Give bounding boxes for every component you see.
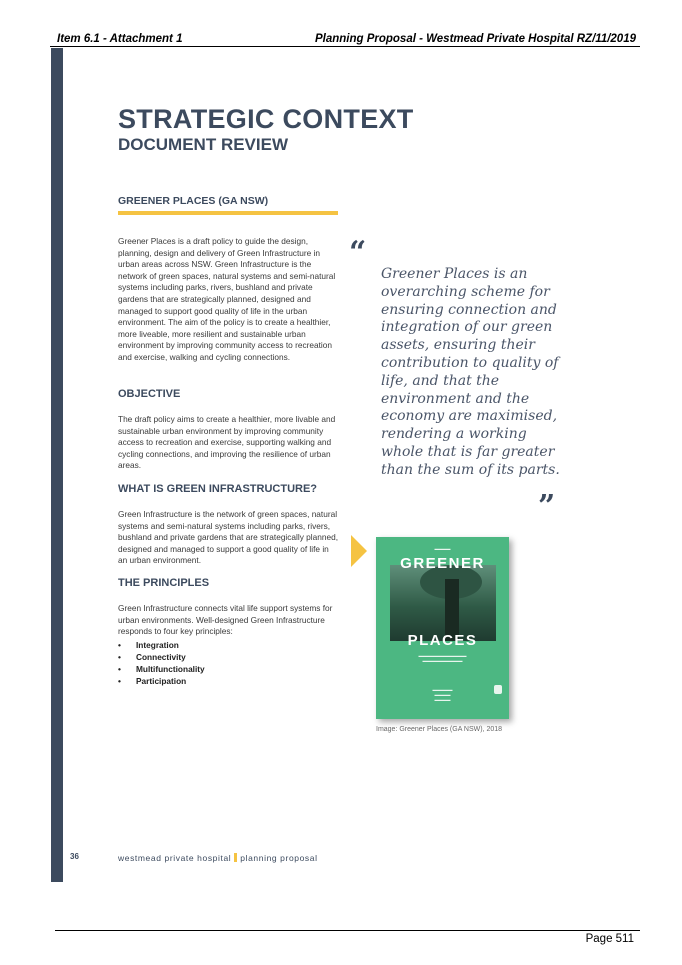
list-item: • Connectivity [118,651,205,663]
header-rule [50,46,640,47]
cover-title-word-1: GREENER [400,555,485,572]
green-infrastructure-paragraph: Green Infrastructure is the network of green spaces, natural systems and semi-natural systems including parks, rivers, bushland and private gardens that are strategically planned, designed and managed to support a good quality of life in an urban environment. [118,509,339,566]
side-accent-bar [51,48,63,882]
header-attachment-label: Item 6.1 - Attachment 1 [57,33,183,45]
cover-tagline-print: ▬▬▬▬▬▬▬▬▬▬▬▬ ▬▬▬▬▬▬▬▬▬▬ [418,653,467,663]
footer-separator [234,853,237,862]
intro-paragraph: Greener Places is a draft policy to guide the design, planning, design and delivery of Green Infrastructure in urban areas across NSW. Green Infrastructure is the network of green spaces, natural systems and semi-natural systems including parks, rivers, bushland and private gardens that are strategically planned, designed and managed to support good quality of life in the urban environment. The aim of the policy is to create a healthier, more liveable, more resilient and sustainable urban environment by improving community access to recreation and exercise, walking and cycling connections. [118,236,336,362]
cover-small-print: ▬▬▬▬ [434,546,451,551]
footer-branding [118,853,318,863]
principles-heading: THE PRINCIPLES [118,577,210,589]
page-subtitle: DOCUMENT REVIEW [118,135,288,154]
pull-quote: Greener Places is an overarching scheme for ensuring connection and integration of our green assets, ensuring their contribution to quality of life, and that the environment and the economy are maximised, rendering a working whole that is far greater than the sum of its parts. [381,266,560,478]
nsw-logo-icon [494,685,502,694]
principles-paragraph: Green Infrastructure connects vital life support systems for urban environments. Well-designed Green Infrastructure responds to four key principles: [118,603,333,637]
document-page-number: 36 [70,852,79,861]
header-document-title: Planning Proposal - Westmead Private Hospital RZ/11/2019 [314,33,636,45]
list-item: • Multifunctionality [118,663,205,675]
open-quote-icon: “ [349,235,367,270]
green-infrastructure-heading: WHAT IS GREEN INFRASTRUCTURE? [118,483,318,495]
cover-title-word-2: PLACES [407,632,478,649]
footer-org: westmead private hospital [118,853,232,863]
greener-places-cover-image [376,537,509,719]
heading-underline [118,211,338,215]
image-caption: Image: Greener Places (GA NSW), 2018 [376,726,503,733]
footer-doc: planning proposal [240,853,318,863]
cover-footer-print: ▬▬▬▬▬ ▬▬▬▬ ▬▬▬▬ [432,687,453,702]
objective-paragraph: The draft policy aims to create a healthier, more livable and sustainable urban environment by improving community access to recreation and exercise, supporting walking and cycling connections, and improving the resilience of urban areas. [118,414,336,471]
objective-heading: OBJECTIVE [118,388,181,400]
footer-rule [55,930,640,931]
list-item: • Participation [118,675,205,687]
page-title: STRATEGIC CONTEXT [118,104,414,134]
close-quote-icon: ” [538,489,556,524]
cover-photo-tree [390,565,496,641]
section-heading-greener-places: GREENER PLACES (GA NSW) [118,195,269,207]
list-item: • Integration [118,639,205,651]
principles-list [118,639,205,687]
arrow-pointer-icon [351,535,367,567]
page-label: Page 511 [585,933,634,945]
